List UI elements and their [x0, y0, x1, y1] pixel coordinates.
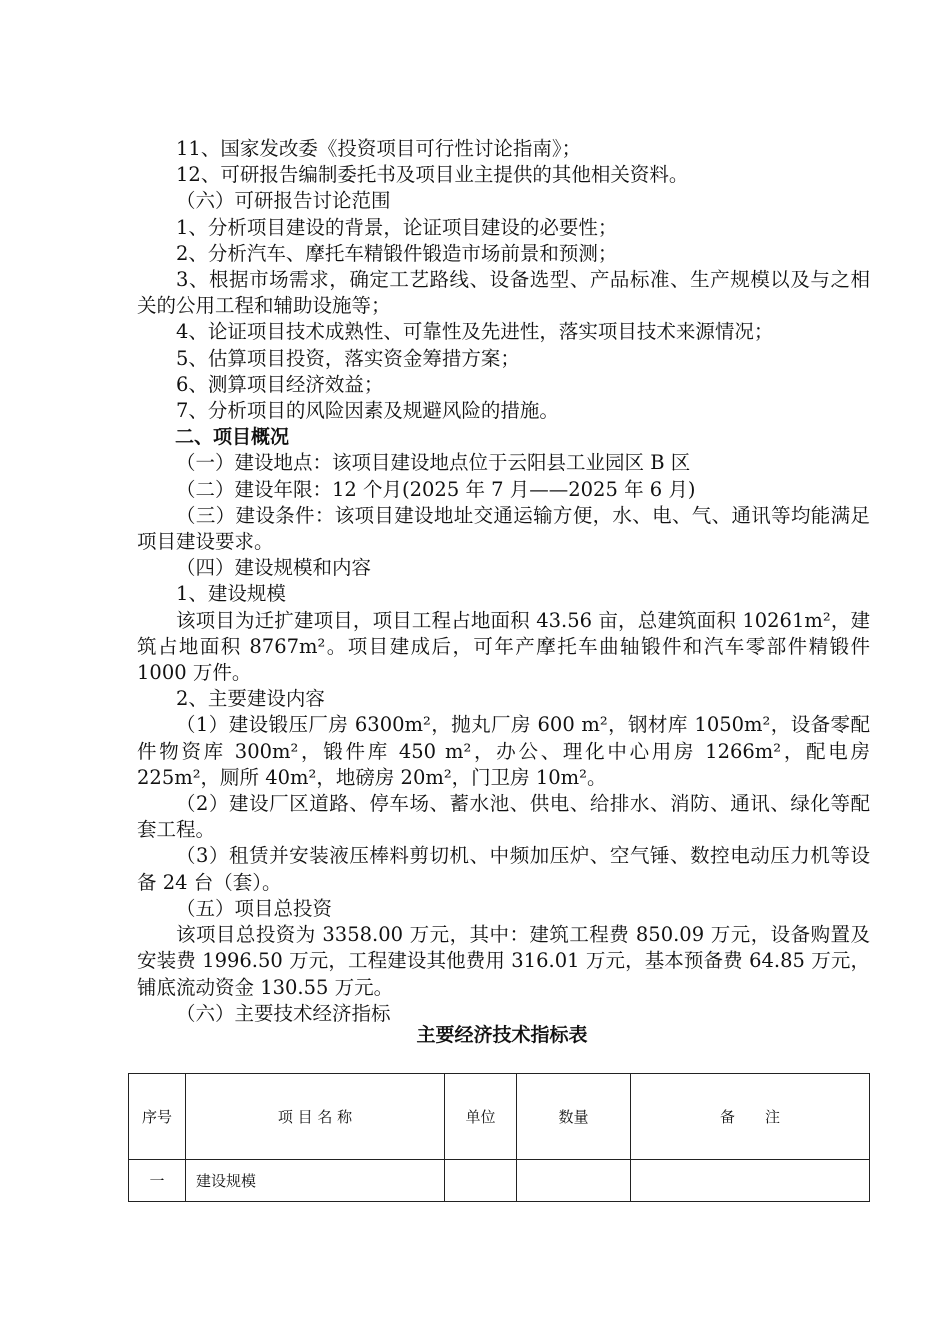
paragraph: （六）主要技术经济指标	[176, 1001, 391, 1025]
header-item-name: 项 目 名 称	[186, 1074, 445, 1160]
header-quantity: 数量	[517, 1074, 631, 1160]
paragraph: （1）建设锻压厂房 6300m²，抛丸厂房 600 m²，钢材库 1050m²，设备零配件物资库 300m²，锻件库 450 m²，办公、理化中心用房 1266m²，配电房 225m²，厕所 40m²，地磅房 20m²，门卫房 10m²。	[137, 713, 870, 789]
table-row	[129, 1160, 870, 1202]
paragraph: 5、估算项目投资，落实资金筹措方案；	[176, 346, 520, 370]
indicator-table	[128, 1073, 870, 1202]
paragraph: 1、分析项目建设的背景，论证项目建设的必要性；	[176, 215, 618, 239]
table-header-row	[129, 1074, 870, 1160]
paragraph: 3、根据市场需求，确定工艺路线、设备选型、产品标准、生产规模以及与之相关的公用工程和辅助设施等；	[137, 268, 870, 318]
table-title: 主要经济技术指标表	[416, 1024, 588, 1046]
paragraph: （四）建设规模和内容	[176, 556, 372, 580]
paragraph: （3）租赁并安装液压棒料剪切机、中频加压炉、空气锤、数控电动压力机等设备 24 台（套）。	[137, 844, 870, 894]
cell-quantity	[517, 1160, 631, 1202]
paragraph: 该项目总投资为 3358.00 万元，其中：建筑工程费 850.09 万元，设备购置及安装费 1996.50 万元，工程建设其他费用 316.01 万元，基本预备费 64.85 万元，铺底流动资金 130.55 万元。	[137, 923, 870, 999]
paragraph: （三）建设条件：该项目建设地址交通运输方便，水、电、气、通讯等均能满足项目建设要求。	[137, 503, 870, 554]
paragraph: 1、建设规模	[176, 582, 286, 606]
header-unit: 单位	[445, 1074, 517, 1160]
paragraph: （二）建设年限：12 个月(2025 年 7 月——2025 年 6 月)	[176, 477, 696, 501]
paragraph: 7、分析项目的风险因素及规避风险的措施。	[176, 399, 559, 423]
paragraph: 12、可研报告编制委托书及项目业主提供的其他相关资料。	[176, 163, 689, 187]
paragraph: 2、分析汽车、摩托车精锻件锻造市场前景和预测；	[176, 241, 618, 265]
paragraph: 6、测算项目经济效益；	[176, 372, 384, 396]
header-remarks: 备 注	[631, 1074, 870, 1160]
cell-remarks	[631, 1160, 870, 1202]
paragraph: 2、主要建设内容	[176, 687, 325, 711]
paragraph: 该项目为迁扩建项目，项目工程占地面积 43.56 亩，总建筑面积 10261m²，建筑占地面积 8767m²。项目建成后，可年产摩托车曲轴锻件和汽车零部件精锻件 1000 万件。	[137, 608, 870, 685]
paragraph: （2）建设厂区道路、停车场、蓄水池、供电、给排水、消防、通讯、绿化等配套工程。	[137, 792, 870, 842]
paragraph: （六）可研报告讨论范围	[176, 189, 391, 213]
header-seq: 序号	[129, 1074, 186, 1160]
document-body	[137, 136, 870, 1027]
cell-seq: 一	[129, 1160, 186, 1202]
paragraph: （五）项目总投资	[176, 896, 333, 920]
paragraph: 11、国家发改委《投资项目可行性讨论指南》；	[176, 137, 582, 160]
paragraph: 4、论证项目技术成熟性、可靠性及先进性，落实项目技术来源情况；	[176, 320, 774, 344]
cell-unit	[445, 1160, 517, 1202]
cell-item-name: 建设规模	[186, 1160, 445, 1202]
section-heading: 二、项目概况	[175, 426, 290, 449]
paragraph: （一）建设地点：该项目建设地点位于云阳县工业园区 B 区	[176, 451, 691, 475]
